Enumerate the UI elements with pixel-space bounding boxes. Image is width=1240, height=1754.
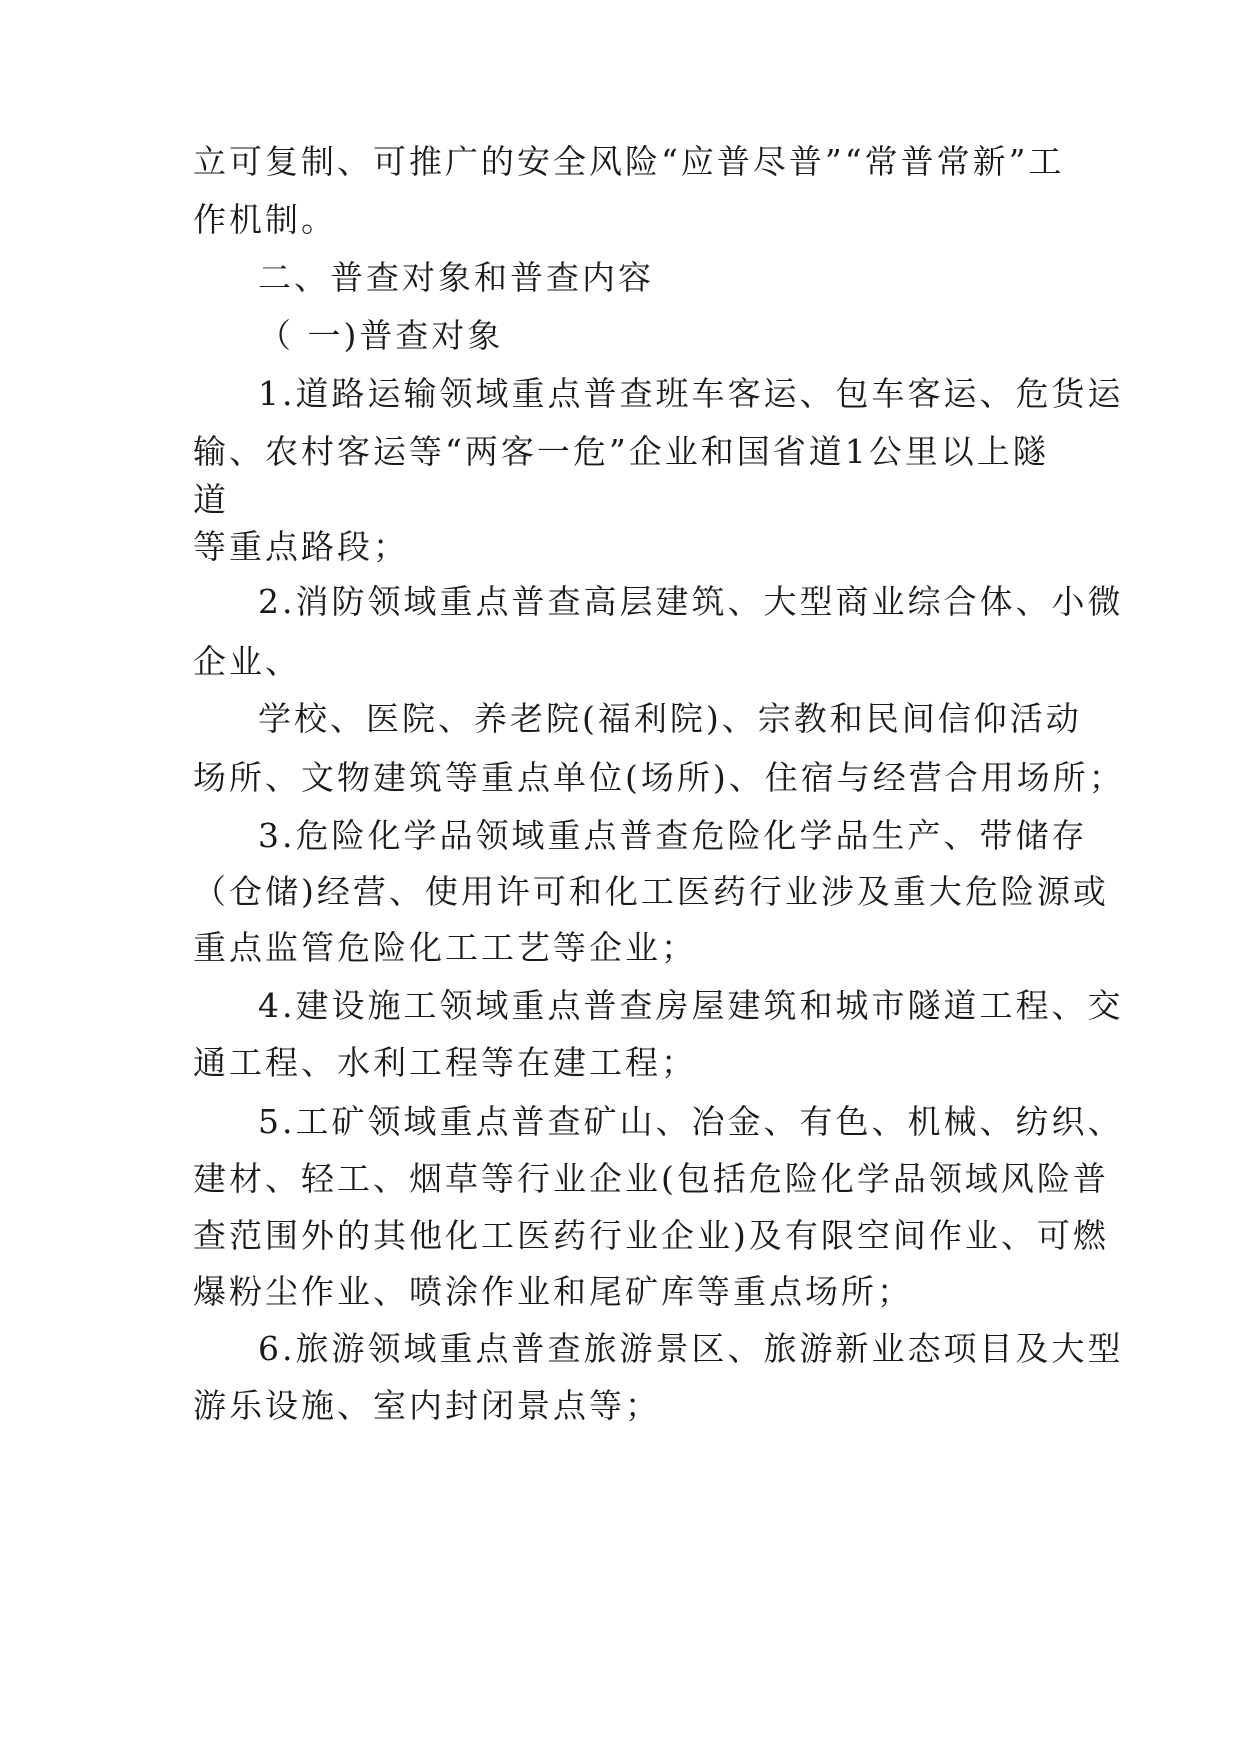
text-line: 3.危险化学品领域重点普查危险化学品生产、带储存 [258, 816, 1088, 855]
text-line: 通工程、水利工程等在建工程； [193, 1043, 697, 1082]
text-line: 作机制。 [193, 200, 337, 239]
text-line: 1.道路运输领域重点普查班车客运、包车客运、危货运 [258, 374, 1124, 413]
text-line: 2.消防领域重点普查高层建筑、大型商业综合体、小微 [258, 582, 1124, 621]
text-line: （仓储)经营、使用许可和化工医药行业涉及重大危险源或 [193, 872, 1109, 911]
text-line: 学校、医院、养老院(福利院)、宗教和民间信仰活动 [258, 699, 1082, 738]
text-line: 5.工矿领域重点普查矿山、冶金、有色、机械、纺织、 [258, 1102, 1124, 1141]
text-line: 游乐设施、室内封闭景点等； [193, 1386, 661, 1425]
text-line: 重点监管危险化工工艺等企业； [193, 928, 697, 967]
text-line: 立可复制、可推广的安全风险“应普尽普”“常普常新”工 [193, 142, 1065, 181]
text-line: 输、农村客运等“两客一危”企业和国省道1公里以上隧 [193, 432, 1049, 471]
text-line: 查范围外的其他化工医药行业企业)及有限空间作业、可燃 [193, 1216, 1109, 1255]
text-line: 场所、文物建筑等重点单位(场所)、住宿与经营合用场所； [193, 758, 1125, 797]
text-line: 企业、 [193, 642, 301, 681]
text-line: 道 [193, 480, 229, 519]
section-heading: 二、普查对象和普查内容 [258, 258, 654, 297]
text-line: 等重点路段； [193, 527, 409, 566]
text-line: 6.旅游领域重点普查旅游景区、旅游新业态项目及大型 [258, 1329, 1124, 1368]
text-line: 4.建设施工领域重点普查房屋建筑和城市隧道工程、交 [258, 986, 1124, 1025]
subsection-heading: （ 一)普查对象 [258, 316, 504, 355]
text-line: 爆粉尘作业、喷涂作业和尾矿库等重点场所； [193, 1272, 913, 1311]
text-line: 建材、轻工、烟草等行业企业(包括危险化学品领域风险普 [193, 1159, 1109, 1198]
